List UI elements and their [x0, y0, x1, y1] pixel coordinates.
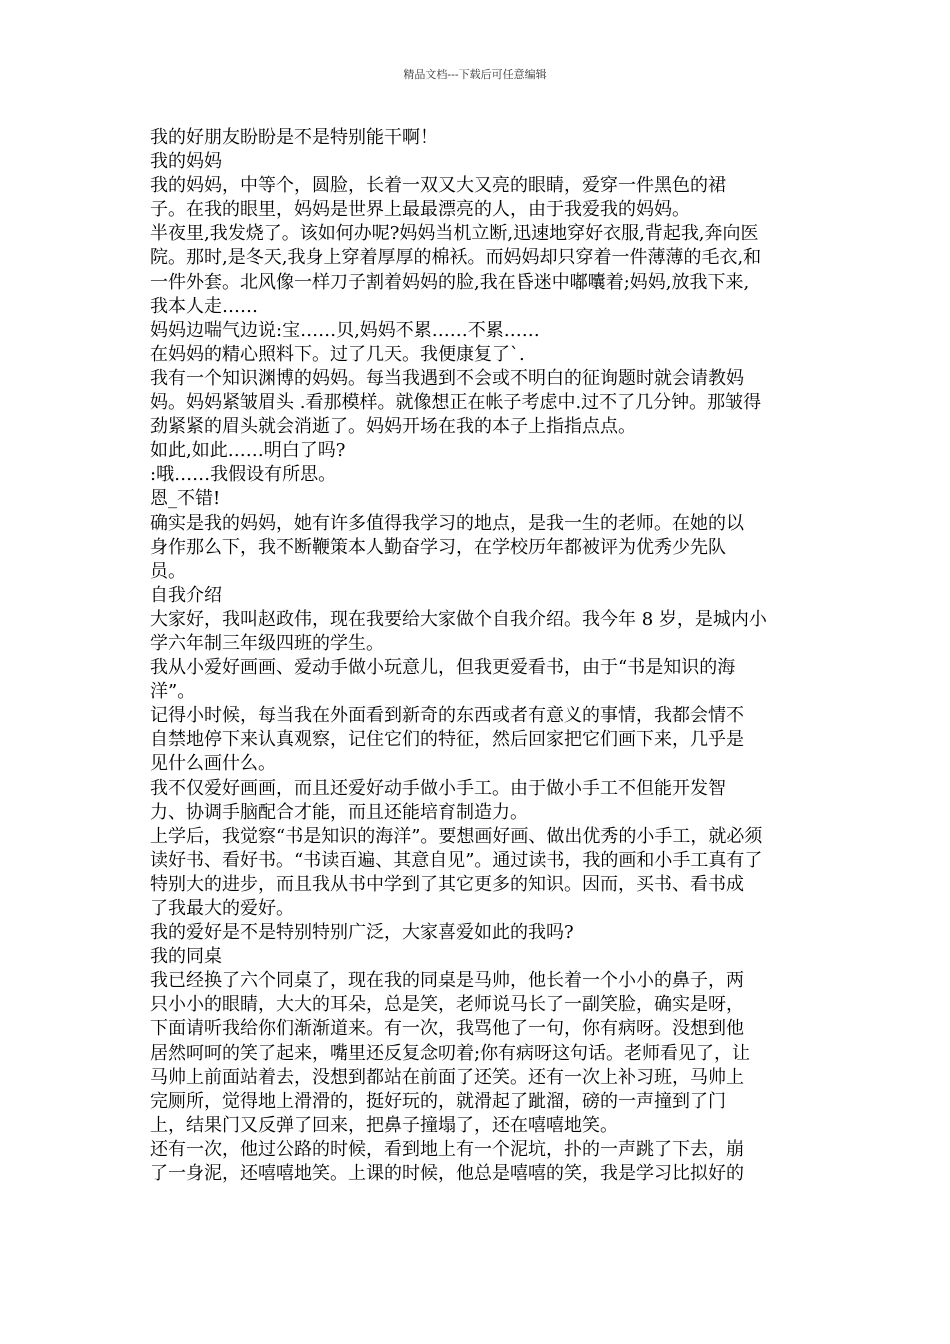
text-line: 一件外套。北风像一样刀子割着妈妈的脸,我在昏迷中嘟囔着;妈妈,放我下来,: [150, 271, 750, 293]
text-line: 大家好，我叫赵政伟，现在我要给大家做个自我介绍。我今年 8 岁，是城内小: [150, 608, 767, 630]
text-line: 只小小的眼睛，大大的耳朵，总是笑，老师说马长了一副笑脸，确实是呀，: [150, 994, 744, 1016]
text-line: 力、协调手脑配合才能，而且还能培育制造力。: [150, 801, 528, 823]
text-line: 上学后，我觉察“书是知识的海洋”。要想画好画、做出优秀的小手工，就必须: [150, 825, 763, 847]
text-line: 确实是我的妈妈，她有许多值得我学习的地点，是我一生的老师。在她的以: [150, 512, 744, 534]
text-line: 我的好朋友盼盼是不是特别能干啊！: [150, 127, 438, 148]
text-line: 完厕所，觉得地上滑滑的，挺好玩的，就滑起了跐溜，磅的一声撞到了门: [150, 1090, 726, 1112]
text-line: 如此,如此……明白了吗?: [150, 440, 346, 462]
text-line: :哦……我假设有所思。: [150, 464, 337, 486]
text-line: 我不仅爱好画画，而且还爱好动手做小手工。由于做小手工不但能开发智: [150, 777, 726, 799]
text-line: 上，结果门又反弹了回来，把鼻子撞塌了，还在嘻嘻地笑。: [150, 1114, 618, 1136]
text-line: 院。那时,是冬天,我身上穿着厚厚的棉袄。而妈妈却只穿着一件薄薄的毛衣,和: [150, 247, 762, 269]
text-line: 洋”。: [150, 681, 196, 703]
text-line: 马帅上前面站着去，没想到都站在前面了还笑。还有一次上补习班，马帅上: [150, 1066, 744, 1088]
text-line: 居然呵呵的笑了起来，嘴里还反复念叨着;你有病呀这句话。老师看见了，让: [150, 1042, 751, 1064]
text-line: 自禁地停下来认真观察，记住它们的特征，然后回家把它们画下来，几乎是: [150, 729, 744, 751]
section-title-self-introduction: 自我介绍: [150, 584, 222, 606]
text-line: 学六年制三年级四班的学生。: [150, 632, 384, 654]
text-line: 子。在我的眼里，妈妈是世界上最最漂亮的人，由于我爱我的妈妈。: [150, 199, 690, 221]
text-line: 我已经换了六个同桌了，现在我的同桌是马帅，他长着一个小小的鼻子，两: [150, 970, 744, 992]
text-line: 我有一个知识渊博的妈妈。每当我遇到不会或不明白的征询题时就会请教妈: [150, 367, 744, 389]
text-line: 见什么画什么。: [150, 753, 276, 775]
text-line: 下面请听我给你们渐渐道来。有一次，我骂他了一句，你有病呀。没想到他: [150, 1018, 744, 1040]
text-line: 了我最大的爱好。: [150, 898, 294, 919]
section-title-my-mother: 我的妈妈: [150, 151, 222, 173]
text-line: 我从小爱好画画、爱动手做小玩意儿，但我更爱看书，由于“书是知识的海: [150, 657, 736, 679]
text-line: 身作那么下，我不断鞭策本人勤奋学习，在学校历年都被评为优秀少先队: [150, 536, 726, 558]
page-header: 精品文档---下载后可任意编辑: [403, 68, 547, 81]
text-line: 我的爱好是不是特别特别广泛，大家喜爱如此的我吗?: [150, 922, 574, 944]
text-line: 了一身泥，还嘻嘻地笑。上课的时候，他总是嘻嘻的笑，我是学习比拟好的: [150, 1163, 744, 1185]
text-line: 特别大的进步，而且我从书中学到了其它更多的知识。因而，买书、看书成: [150, 873, 744, 895]
text-line: 恩_不错!: [150, 488, 221, 510]
text-line: 妈。妈妈紧皱眉头 .看那模样。就像想正在帐子考虑中.过不了几分钟。那皱得: [150, 392, 762, 414]
document-body: [150, 126, 820, 1186]
text-line: 记得小时候，每当我在外面看到新奇的东西或者有意义的事情，我都会情不: [150, 705, 744, 727]
text-line: 我本人走……: [150, 295, 258, 317]
text-line: 妈妈边喘气边说:宝……贝,妈妈不累……不累……: [150, 319, 540, 341]
section-title-my-deskmate: 我的同桌: [150, 946, 222, 968]
text-line: 在妈妈的精心照料下。过了几天。我便康复了`.: [150, 343, 525, 365]
text-line: 半夜里,我发烧了。该如何办呢?妈妈当机立断,迅速地穿好衣服,背起我,奔向医: [150, 223, 759, 245]
text-line: 我的妈妈，中等个，圆脸，长着一双又大又亮的眼睛，爱穿一件黑色的裙: [150, 175, 726, 197]
text-line: 还有一次，他过公路的时候，看到地上有一个泥坑，扑的一声跳了下去，崩: [150, 1138, 744, 1160]
text-line: 劲紧紧的眉头就会消逝了。妈妈开场在我的本子上指指点点。: [150, 416, 636, 438]
text-line: 员。: [150, 560, 186, 582]
text-line: 读好书、看好书。“书读百遍、其意自见”。通过读书，我的画和小手工真有了: [150, 849, 763, 871]
